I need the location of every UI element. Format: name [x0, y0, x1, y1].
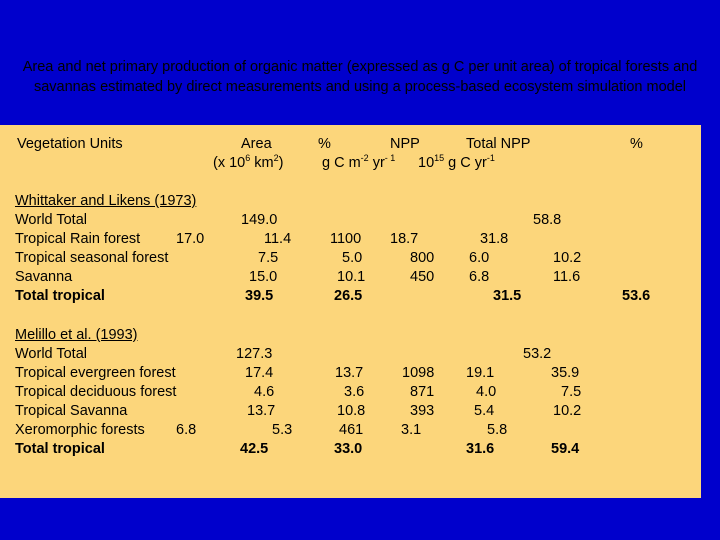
s1-row5-label: Total tropical — [15, 288, 105, 304]
header-percent-2: % — [630, 136, 643, 152]
s2-row1-area: 127.3 — [236, 346, 273, 362]
s2-row4-c4: 5.4 — [474, 403, 495, 419]
s1-row2-c3: 18.7 — [390, 231, 419, 247]
table-panel — [0, 125, 701, 498]
s2-row2-c4: 19.1 — [466, 365, 495, 381]
s2-row1-c6: 53.2 — [523, 346, 552, 362]
s2-row6-c6: 59.4 — [551, 441, 580, 457]
s1-row4-area: 15.0 — [249, 269, 278, 285]
s2-row3-c4: 4.0 — [476, 384, 497, 400]
s1-row3-area: 7.5 — [258, 250, 279, 266]
s2-row5-c3: 3.1 — [401, 422, 422, 438]
s2-row6-c5: 31.6 — [466, 441, 495, 457]
s1-row3-c4: 6.0 — [469, 250, 490, 266]
s1-row5-c2: 26.5 — [334, 288, 363, 304]
s2-row2-c2: 13.7 — [335, 365, 364, 381]
header-total-npp-unit: $10^{15}$ g C $yr^{-1}$ — [418, 153, 495, 171]
s1-row1-c6: 58.8 — [533, 212, 562, 228]
s1-row5-area: 39.5 — [245, 288, 274, 304]
s1-row3-c2: 5.0 — [342, 250, 363, 266]
s2-row3-c3: 871 — [410, 384, 435, 400]
s2-row3-label: Tropical deciduous forest — [15, 384, 177, 400]
s2-row2-area: 17.4 — [245, 365, 274, 381]
section2-source: Melillo et al. (1993) — [15, 327, 138, 343]
header-percent-1: % — [318, 136, 331, 152]
s2-row6-c2: 33.0 — [334, 441, 363, 457]
s2-row5-area: 5.3 — [272, 422, 293, 438]
s2-row3-c6: 7.5 — [561, 384, 582, 400]
s1-row1-area: 149.0 — [241, 212, 278, 228]
header-npp: NPP — [390, 136, 420, 152]
s2-row1-label: World Total — [15, 346, 87, 362]
s1-row5-c5: 31.5 — [493, 288, 522, 304]
s2-row5-c2: 461 — [339, 422, 364, 438]
s1-row2-area: 11.4 — [264, 231, 292, 247]
s2-row3-c2: 3.6 — [344, 384, 365, 400]
s2-row5-c5: 5.8 — [487, 422, 508, 438]
s1-row4-label: Savanna — [15, 269, 73, 285]
slide-title: Area and net primary production of organic matter (expressed as g C per unit area) of tropical forests and savannas estimated by direct measurements and using a process-based ecosystem simulation model — [22, 59, 698, 95]
s1-row5-c7: 53.6 — [622, 288, 651, 304]
header-total-npp: Total NPP — [466, 136, 531, 152]
s1-row2-c2: 1100 — [330, 231, 362, 247]
s2-row4-c6: 10.2 — [553, 403, 582, 419]
s1-row3-c3: 800 — [410, 250, 435, 266]
s1-row4-c3: 450 — [410, 269, 435, 285]
s2-row2-c6: 35.9 — [551, 365, 580, 381]
s2-row4-c3: 393 — [410, 403, 435, 419]
header-area: Area — [241, 136, 272, 152]
header-area-unit: (x $10^6$ $km^2$) — [213, 153, 284, 171]
s1-row4-c6: 11.6 — [553, 269, 581, 285]
s2-row4-label: Tropical Savanna — [15, 403, 128, 419]
s2-row2-label: Tropical evergreen forest — [15, 365, 176, 381]
s1-row4-c4: 6.8 — [469, 269, 490, 285]
s2-row5-label: Xeromorphic forests — [15, 422, 145, 438]
s1-row3-label: Tropical seasonal forest — [15, 250, 169, 266]
s1-row1-label: World Total — [15, 212, 87, 228]
header-npp-unit: g C $m^{-2}$ $yr^{- 1}$ — [322, 153, 396, 171]
s2-row4-c2: 10.8 — [337, 403, 366, 419]
s1-row2-label: Tropical Rain forest — [15, 231, 141, 247]
s2-row2-c3: 1098 — [402, 365, 435, 381]
section1-source: Whittaker and Likens (1973) — [15, 193, 197, 209]
s2-row5-extra: 6.8 — [176, 422, 197, 438]
s2-row3-area: 4.6 — [254, 384, 275, 400]
s2-row6-area: 42.5 — [240, 441, 269, 457]
s1-row2-extra: 17.0 — [176, 231, 205, 247]
s1-row2-c5: 31.8 — [480, 231, 509, 247]
s1-row3-c6: 10.2 — [553, 250, 582, 266]
header-vegetation-units: Vegetation Units — [17, 136, 123, 152]
s1-row4-c2: 10.1 — [337, 269, 366, 285]
s2-row6-label: Total tropical — [15, 441, 105, 457]
s2-row4-area: 13.7 — [247, 403, 276, 419]
